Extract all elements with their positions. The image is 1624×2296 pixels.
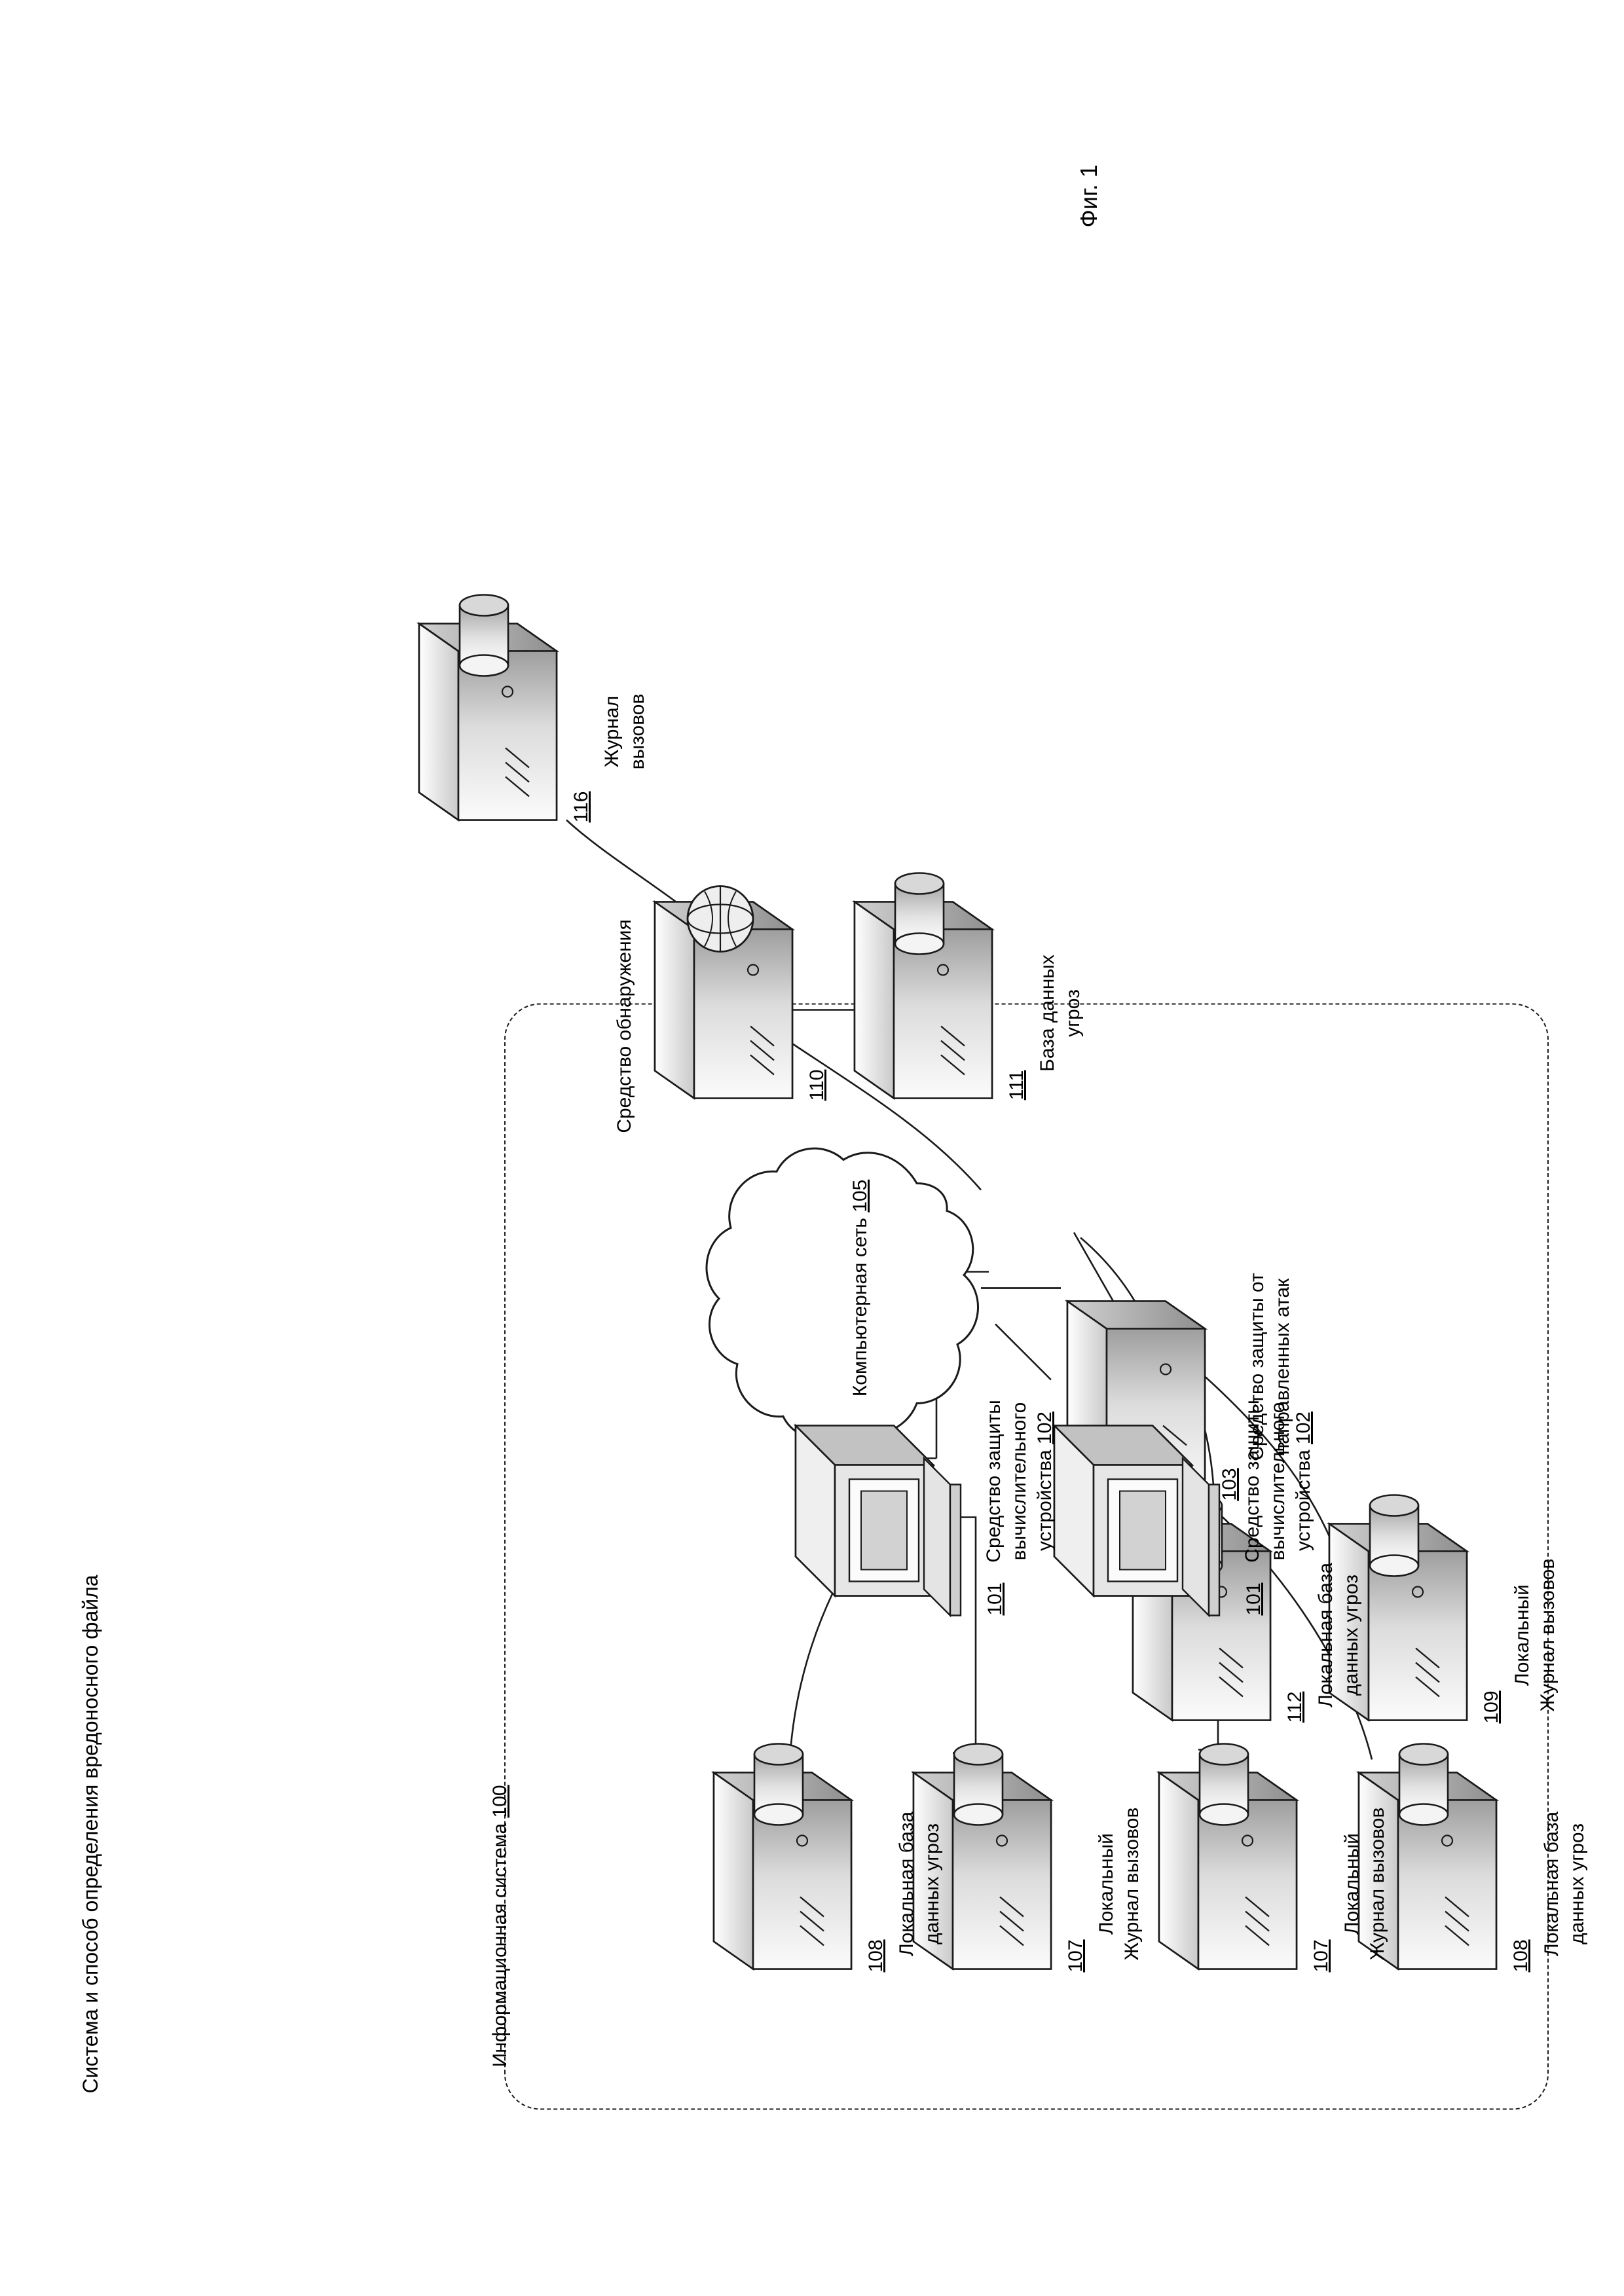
local-call-log-107-bottom-ref: 107 [1310,1939,1332,1973]
endpoint-bottom-label-text: Средство защиты вычислительного устройства [1242,1399,1314,1563]
attack-protection-ref: 103 [1219,1467,1240,1501]
page-title: Система и способ определения вредоносного файла [79,1574,102,2093]
endpoint-bottom-subref: 102 [1293,1411,1314,1444]
local-threat-db-108-top-label: Локальная база данных угроз [896,1811,943,1956]
local-threat-db-112-label: Локальная база данных угроз [1315,1562,1362,1707]
local-threat-db-108-bottom-label: Локальная база данных угроз [1541,1811,1588,1956]
detection-means-label-text: Средство обнаружения [614,919,635,1133]
server-shape-110 [655,886,792,1098]
detection-means-label [586,919,663,1165]
globe-icon [688,886,753,951]
endpoint-bottom-ref: 101 [1243,1582,1264,1616]
local-threat-db-108-top-ref: 108 [865,1939,887,1973]
network-cloud-label-text: Компьютерная сеть [849,1217,871,1396]
endpoint-top-ref: 101 [984,1582,1006,1616]
information-system-label-text: Информационная система [489,1823,511,2067]
endpoint-top-subref: 102 [1034,1411,1056,1444]
endpoint-top-label-text: Средство защиты вычислительного устройства [983,1399,1056,1563]
information-system-ref: 100 [489,1784,511,1817]
local-call-log-107-bottom-label: Локальный Журнал вызовов [1341,1807,1388,1960]
endpoint-bottom-label [1240,1400,1316,1562]
figure-caption: Фиг. 1 [1075,164,1102,227]
local-call-log-107-top-label: Локальный Журнал вызовов [1096,1807,1143,1960]
local-threat-db-108-bottom-ref: 108 [1510,1939,1532,1973]
detection-means-ref: 110 [806,1069,828,1101]
local-call-log-107-top-ref: 107 [1065,1939,1086,1973]
server-shape-111 [855,873,992,1098]
information-system-label [462,1785,538,2100]
local-threat-db-112-ref: 112 [1284,1691,1306,1722]
network-cloud-ref: 105 [849,1179,871,1212]
attack-protection-label: Средство защиты от направленных атак [1246,1272,1293,1461]
call-log-ref: 116 [570,791,592,822]
threat-db-label: База данных угроз [1037,954,1084,1072]
server-shape-108-top [714,1743,851,1969]
network-cloud-label [822,1179,898,1429]
threat-db-ref: 111 [1006,1070,1027,1100]
local-call-log-109-label: Локальный Журнал вызовов [1511,1558,1559,1711]
server-shape-107-bottom [1159,1743,1297,1969]
endpoint-top-label [981,1400,1058,1562]
server-shape-116 [419,594,557,820]
call-log-label: Журнал вызовов [601,693,648,769]
local-call-log-109-ref: 109 [1481,1690,1502,1724]
